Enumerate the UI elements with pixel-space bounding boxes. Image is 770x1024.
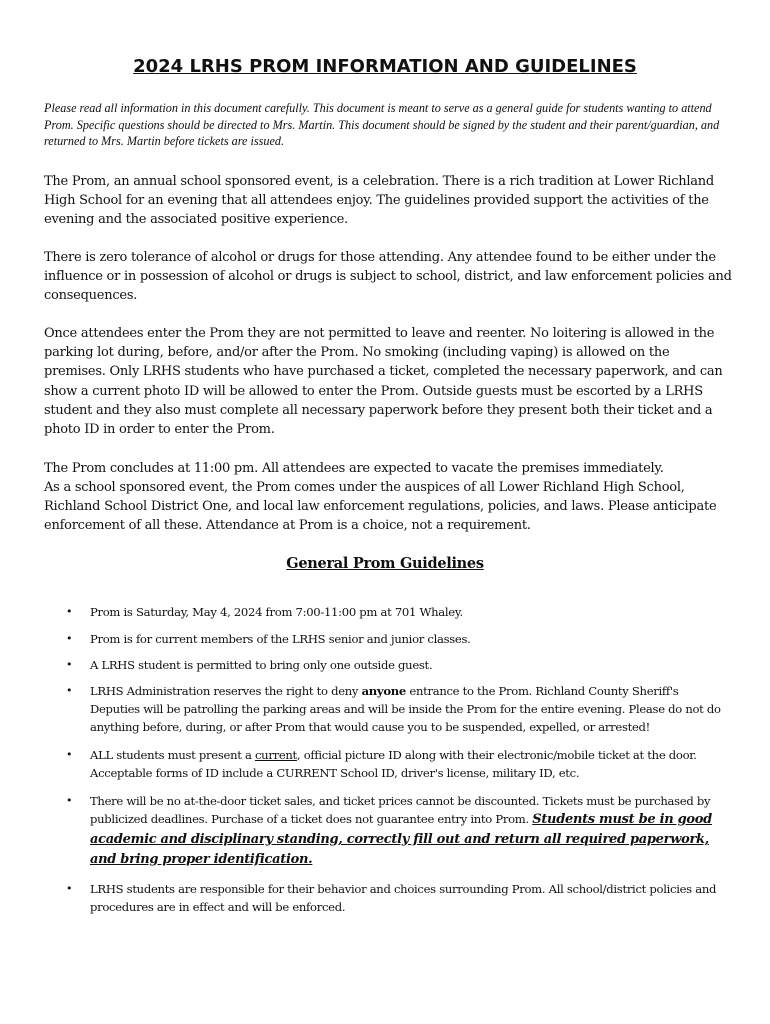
guideline-photo-id — [66, 746, 730, 782]
guideline-text: A LRHS student is permitted to bring only one outside guest. — [90, 658, 433, 672]
guideline-eligibility — [66, 630, 730, 648]
guideline-text-underlined: current — [254, 748, 297, 762]
guideline-text-emphasis: Students must be in good academic and disciplinary standing, correctly fill out and return all required paperwork, and bring proper identification. — [90, 812, 712, 867]
paragraph-zero-tolerance: There is zero tolerance of alcohol or drugs for those attending. Any attendee found to be either under the influence or in possession of alcohol or drugs is subject to school, district, and law enforcement policies and consequences. — [44, 250, 732, 304]
bullet-icon: • — [66, 605, 73, 618]
bullet-icon: • — [66, 684, 73, 697]
document-title: 2024 LRHS PROM INFORMATION AND GUIDELINES — [133, 56, 637, 77]
guideline-text-bold: anyone — [361, 684, 406, 698]
guideline-text: LRHS students are responsible for their behavior and choices surrounding Prom. All school/district policies and procedures are in effect and will be enforced. — [90, 882, 717, 914]
guideline-text-start: ALL students must present a — [90, 748, 255, 762]
guideline-guest-limit — [66, 656, 730, 674]
bullet-icon: • — [66, 882, 73, 895]
guideline-text-start: LRHS Administration reserves the right to deny — [90, 684, 362, 698]
guideline-date-location — [66, 603, 730, 621]
paragraph-entry-rules: Once attendees enter the Prom they are not permitted to leave and reenter. No loitering is allowed in the parking lot during, before, and/or after the Prom. No smoking (including vaping) is allowed on the premises. Only LRHS students who have purchased a ticket, completed the necessary paperwork, and can show a current photo ID will be allowed to enter the Prom. Outside guests must be escorted by a LRHS student and they also must complete all necessary paperwork before they present both their ticket and a photo ID in order to enter the Prom. — [44, 326, 723, 438]
guideline-text-end: , official picture ID along with their electronic/mobile ticket at the door. Acceptable forms of ID include a CURRENT School ID, driver's license, military ID, etc. — [90, 748, 697, 780]
guidelines-heading: General Prom Guidelines — [286, 555, 484, 572]
paragraph-school-sponsored: As a school sponsored event, the Prom comes under the auspices of all Lower Richland High School, Richland School District One, and local law enforcement regulations, policies, and laws. Please anticipate enforcement of all these. Attendance at Prom is a choice, not a requirement. — [44, 480, 717, 534]
guideline-administration-rights — [66, 682, 730, 736]
paragraph-celebration: The Prom, an annual school sponsored event, is a celebration. There is a rich tradition at Lower Richland High School for an evening that all attendees enjoy. The guidelines provided support the activities of the evening and the associated positive experience. — [44, 174, 714, 228]
intro-note: Please read all information in this document carefully. This document is meant to serve as a general guide for students wanting to attend Prom. Specific questions should be directed to Mrs. Martin. This document should be signed by the student and their parent/guardian, and returned to Mrs. Martin before tickets are issued. — [44, 101, 720, 148]
paragraph-conclusion-time: The Prom concludes at 11:00 pm. All attendees are expected to vacate the premises immediately. — [44, 461, 664, 476]
bullet-icon: • — [66, 748, 73, 761]
guideline-text: Prom is Saturday, May 4, 2024 from 7:00-11:00 pm at 701 Whaley. — [90, 605, 463, 619]
guideline-text: There will be no at-the-door ticket sales, and ticket prices cannot be discounted. Tickets must be purchased by publicized deadlines. Purchase of a ticket does not guarantee entry into Prom. — [90, 794, 711, 826]
bullet-icon: • — [66, 632, 73, 645]
guideline-behavior — [66, 880, 730, 916]
guideline-ticket-sales — [66, 792, 730, 870]
guideline-text: Prom is for current members of the LRHS senior and junior classes. — [90, 632, 471, 646]
guideline-text-end: entrance to the Prom. Richland County Sheriff's Deputies will be patrolling the parking areas and will be inside the Prom for the entire evening. Please do not do anything before, during, or after Prom that would cause you to be suspended, expelled, or arrested! — [90, 684, 721, 734]
bullet-icon: • — [66, 658, 73, 671]
bullet-icon: • — [66, 794, 73, 807]
